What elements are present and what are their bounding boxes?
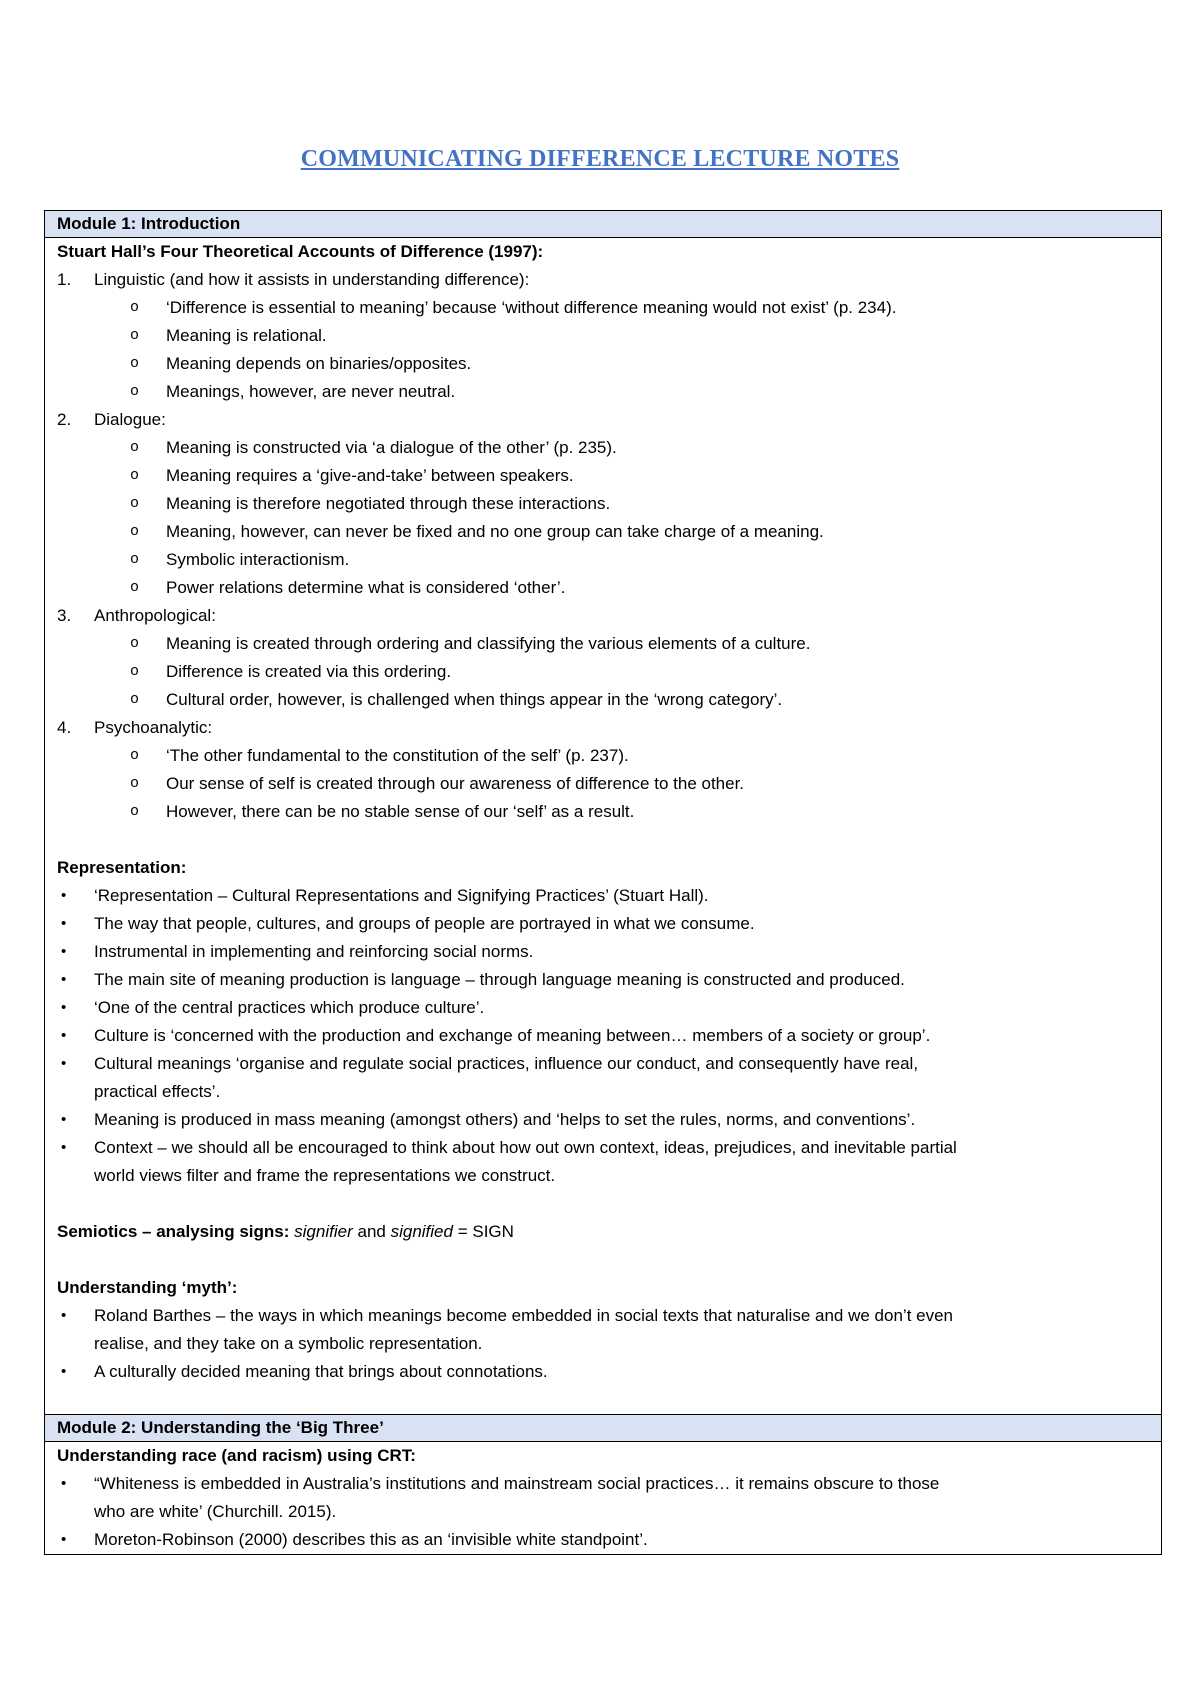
account-point bbox=[57, 574, 1149, 602]
account-point-text: ‘Difference is essential to meaning’ because ‘without difference meaning would not exist’ (p. 234). bbox=[166, 298, 897, 317]
bullet-marker: • bbox=[61, 915, 67, 932]
race-item bbox=[57, 1470, 1149, 1498]
module-2-header: Module 2: Understanding the ‘Big Three’ bbox=[45, 1414, 1161, 1442]
bullet-marker: • bbox=[61, 1139, 67, 1156]
sub-bullet-marker: o bbox=[130, 495, 140, 512]
account-number: 4. bbox=[57, 718, 72, 737]
myth-heading: Understanding ‘myth’: bbox=[57, 1278, 238, 1297]
bullet-marker: • bbox=[61, 1363, 67, 1380]
sub-bullet-marker: o bbox=[130, 579, 140, 596]
account-number: 2. bbox=[57, 410, 72, 429]
bullet-marker: • bbox=[61, 1531, 67, 1548]
myth-text: Roland Barthes – the ways in which meanings become embedded in social texts that naturalise and we don’t even bbox=[94, 1306, 954, 1325]
bullet-marker: • bbox=[61, 1111, 67, 1128]
race-item-continued bbox=[57, 1498, 1149, 1526]
account-point-text: ‘The other fundamental to the constitution of the self’ (p. 237). bbox=[166, 746, 629, 765]
hall-heading: Stuart Hall’s Four Theoretical Accounts of Difference (1997): bbox=[57, 242, 544, 261]
sub-bullet-marker: o bbox=[130, 299, 140, 316]
sub-bullet-marker: o bbox=[130, 523, 140, 540]
representation-text: The main site of meaning production is language – through language meaning is constructed and produced. bbox=[94, 970, 905, 989]
account-point-text: Meaning requires a ‘give-and-take’ between speakers. bbox=[166, 466, 574, 485]
account-label: Dialogue: bbox=[94, 410, 166, 429]
account-point-text: Our sense of self is created through our awareness of difference to the other. bbox=[166, 774, 745, 793]
bullet-marker: • bbox=[61, 1055, 67, 1072]
representation-heading: Representation: bbox=[57, 858, 187, 877]
sub-bullet-marker: o bbox=[130, 551, 140, 568]
sub-bullet-marker: o bbox=[130, 803, 140, 820]
account-number: 1. bbox=[57, 270, 72, 289]
race-item bbox=[57, 1526, 1149, 1554]
account-point-text: Meaning is created through ordering and classifying the various elements of a culture. bbox=[166, 634, 811, 653]
representation-item bbox=[57, 1022, 1149, 1050]
account-point bbox=[57, 630, 1149, 658]
sub-bullet-marker: o bbox=[130, 383, 140, 400]
representation-text: Cultural meanings ‘organise and regulate social practices, influence our conduct, and consequently have real, bbox=[94, 1054, 919, 1073]
representation-text: ‘Representation – Cultural Representations and Signifying Practices’ (Stuart Hall). bbox=[94, 886, 709, 905]
sub-bullet-marker: o bbox=[130, 691, 140, 708]
account-point bbox=[57, 742, 1149, 770]
myth-list bbox=[57, 1302, 1149, 1386]
representation-text: ‘One of the central practices which produce culture’. bbox=[94, 998, 485, 1017]
account-point bbox=[57, 350, 1149, 378]
representation-item-continued bbox=[57, 1078, 1149, 1106]
race-text: Moreton-Robinson (2000) describes this as an ‘invisible white standpoint’. bbox=[94, 1530, 648, 1549]
signified-term: signified bbox=[390, 1222, 453, 1241]
semiotics-label: Semiotics – analysing signs: bbox=[57, 1222, 290, 1241]
account-point-text: Symbolic interactionism. bbox=[166, 550, 350, 569]
semiotics-and: and bbox=[357, 1222, 386, 1241]
account-point bbox=[57, 490, 1149, 518]
account-point-text: However, there can be no stable sense of our ‘self’ as a result. bbox=[166, 802, 635, 821]
page-title: COMMUNICATING DIFFERENCE LECTURE NOTES bbox=[300, 146, 900, 172]
representation-text: The way that people, cultures, and groups of people are portrayed in what we consume. bbox=[94, 914, 755, 933]
representation-item bbox=[57, 910, 1149, 938]
representation-text: Meaning is produced in mass meaning (amongst others) and ‘helps to set the rules, norms, and conventions’. bbox=[94, 1110, 916, 1129]
account-point bbox=[57, 462, 1149, 490]
account-item bbox=[57, 266, 1149, 294]
account-point-text: Power relations determine what is considered ‘other’. bbox=[166, 578, 566, 597]
account-point-text: Meaning, however, can never be fixed and no one group can take charge of a meaning. bbox=[166, 522, 824, 541]
representation-item bbox=[57, 938, 1149, 966]
representation-list bbox=[57, 882, 1149, 1190]
module-1-content bbox=[45, 238, 1161, 1414]
bullet-marker: • bbox=[61, 1027, 67, 1044]
semiotics-sign: = SIGN bbox=[457, 1222, 514, 1241]
account-item bbox=[57, 406, 1149, 434]
representation-item bbox=[57, 1106, 1149, 1134]
module-1-header: Module 1: Introduction bbox=[45, 211, 1161, 238]
representation-text: Instrumental in implementing and reinforcing social norms. bbox=[94, 942, 534, 961]
module-2-content bbox=[45, 1442, 1161, 1554]
account-point bbox=[57, 686, 1149, 714]
account-point bbox=[57, 294, 1149, 322]
signifier-term: signifier bbox=[294, 1222, 353, 1241]
sub-bullet-marker: o bbox=[130, 747, 140, 764]
sub-bullet-marker: o bbox=[130, 663, 140, 680]
race-list bbox=[57, 1470, 1149, 1554]
representation-item bbox=[57, 994, 1149, 1022]
representation-item bbox=[57, 882, 1149, 910]
myth-item bbox=[57, 1302, 1149, 1330]
bullet-marker: • bbox=[61, 1307, 67, 1324]
account-point-text: Cultural order, however, is challenged when things appear in the ‘wrong category’. bbox=[166, 690, 783, 709]
account-point-text: Meaning is relational. bbox=[166, 326, 327, 345]
race-text: who are white’ (Churchill. 2015). bbox=[94, 1502, 337, 1521]
account-point bbox=[57, 434, 1149, 462]
account-point bbox=[57, 518, 1149, 546]
notes-table bbox=[44, 210, 1162, 1555]
account-point-text: Meaning is constructed via ‘a dialogue of the other’ (p. 235). bbox=[166, 438, 617, 457]
account-point-text: Meaning is therefore negotiated through these interactions. bbox=[166, 494, 611, 513]
representation-item-continued bbox=[57, 1162, 1149, 1190]
race-text: “Whiteness is embedded in Australia’s institutions and mainstream social practices… it remains obscure to those bbox=[94, 1474, 940, 1493]
myth-item-continued bbox=[57, 1330, 1149, 1358]
sub-bullet-marker: o bbox=[130, 635, 140, 652]
representation-text: Context – we should all be encouraged to think about how out own context, ideas, prejudices, and inevitable partial bbox=[94, 1138, 957, 1157]
myth-item bbox=[57, 1358, 1149, 1386]
account-point-text: Meanings, however, are never neutral. bbox=[166, 382, 456, 401]
account-point bbox=[57, 770, 1149, 798]
representation-item bbox=[57, 966, 1149, 994]
sub-bullet-marker: o bbox=[130, 467, 140, 484]
account-point bbox=[57, 546, 1149, 574]
sub-bullet-marker: o bbox=[130, 327, 140, 344]
account-label: Anthropological: bbox=[94, 606, 216, 625]
account-point-text: Difference is created via this ordering. bbox=[166, 662, 452, 681]
account-point bbox=[57, 322, 1149, 350]
bullet-marker: • bbox=[61, 971, 67, 988]
myth-text: realise, and they take on a symbolic representation. bbox=[94, 1334, 483, 1353]
bullet-marker: • bbox=[61, 999, 67, 1016]
account-label: Linguistic (and how it assists in understanding difference): bbox=[94, 270, 530, 289]
account-point bbox=[57, 658, 1149, 686]
bullet-marker: • bbox=[61, 943, 67, 960]
race-heading: Understanding race (and racism) using CRT: bbox=[57, 1446, 416, 1465]
account-point bbox=[57, 378, 1149, 406]
account-point-text: Meaning depends on binaries/opposites. bbox=[166, 354, 472, 373]
representation-text: world views filter and frame the representations we construct. bbox=[94, 1166, 556, 1185]
semiotics-line bbox=[57, 1218, 1149, 1246]
representation-item bbox=[57, 1050, 1149, 1078]
sub-bullet-marker: o bbox=[130, 355, 140, 372]
bullet-marker: • bbox=[61, 887, 67, 904]
account-number: 3. bbox=[57, 606, 72, 625]
bullet-marker: • bbox=[61, 1475, 67, 1492]
account-item bbox=[57, 714, 1149, 742]
account-label: Psychoanalytic: bbox=[94, 718, 213, 737]
hall-accounts-list bbox=[57, 266, 1149, 826]
account-item bbox=[57, 602, 1149, 630]
myth-text: A culturally decided meaning that brings about connotations. bbox=[94, 1362, 548, 1381]
representation-text: practical effects’. bbox=[94, 1082, 221, 1101]
sub-bullet-marker: o bbox=[130, 775, 140, 792]
sub-bullet-marker: o bbox=[130, 439, 140, 456]
representation-item bbox=[57, 1134, 1149, 1162]
representation-text: Culture is ‘concerned with the production and exchange of meaning between… members of a society or group’. bbox=[94, 1026, 931, 1045]
account-point bbox=[57, 798, 1149, 826]
